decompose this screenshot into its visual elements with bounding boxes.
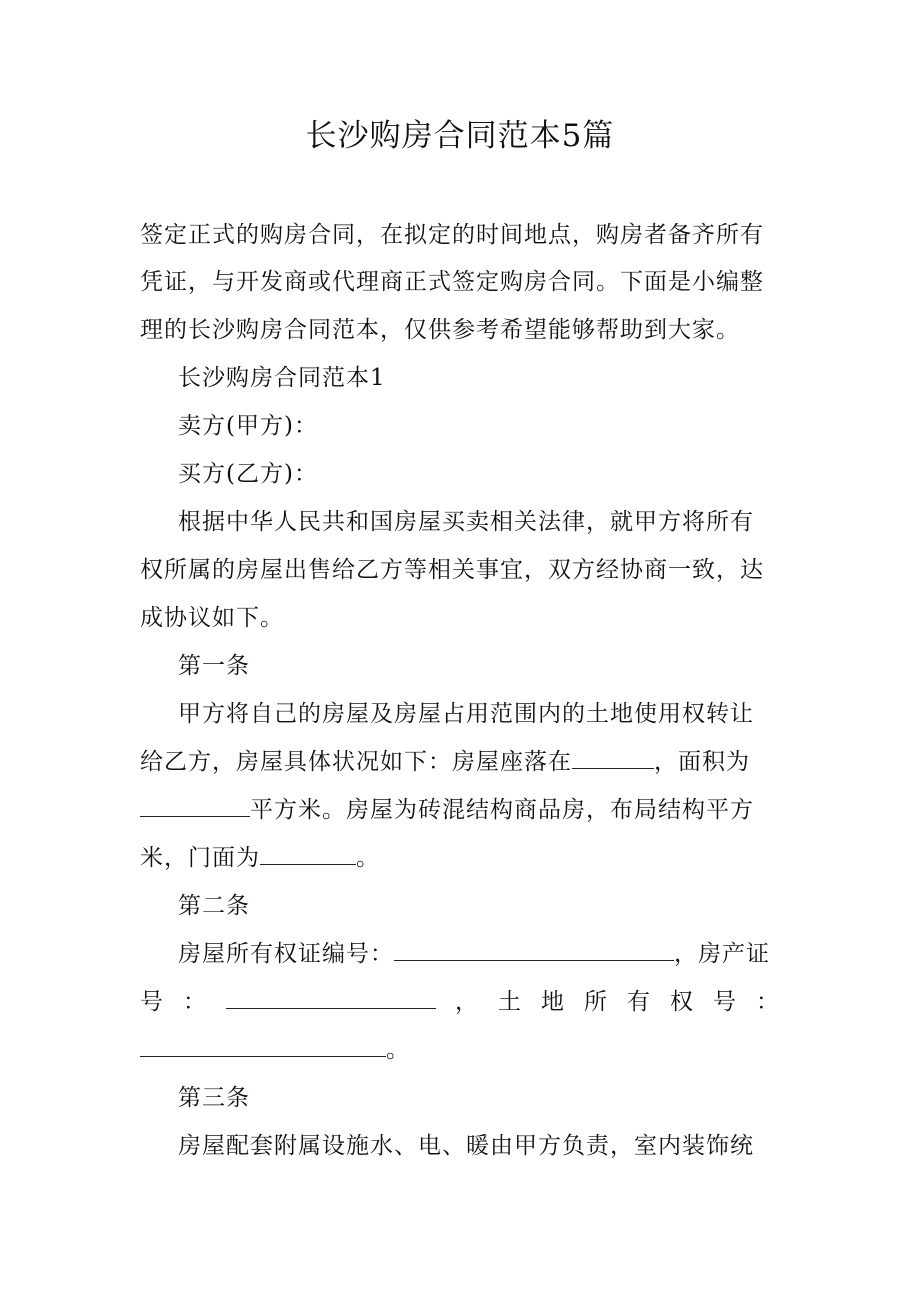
article1-line-3-text: 平方米。房屋为砖混结构商品房，布局结构平方 <box>250 797 754 823</box>
article1-heading: 第一条 <box>178 653 250 679</box>
article2-line-1-text-b: ，房产证 <box>674 941 770 967</box>
preamble-line-3: 成协议如下。 <box>140 605 284 631</box>
article2-char: ： <box>183 989 207 1015</box>
intro-line-3: 理的长沙购房合同范本，仅供参考希望能够帮助到大家。 <box>140 317 740 343</box>
preamble-line-1: 根据中华人民共和国房屋买卖相关法律，就甲方将所有 <box>178 509 754 535</box>
article2-heading: 第二条 <box>178 893 250 919</box>
article2-char: 号 <box>140 989 164 1015</box>
article2-line-3-text: 。 <box>386 1037 410 1063</box>
article2-char: ， <box>455 989 479 1015</box>
section-title: 长沙购房合同范本1 <box>178 365 386 391</box>
article3-heading: 第三条 <box>178 1085 250 1111</box>
article1-line-4-text-b: 。 <box>356 845 380 871</box>
article2-char: 有 <box>627 989 651 1015</box>
property-cert-blank <box>226 978 436 1009</box>
ownership-cert-blank <box>394 930 674 961</box>
article2-char: 地 <box>541 989 565 1015</box>
area-blank <box>140 786 250 817</box>
location-blank <box>572 738 654 769</box>
storefront-blank <box>260 834 356 865</box>
article1-line-2-text-b: ，面积为 <box>654 749 750 775</box>
article2-line-1-text-a: 房屋所有权证编号： <box>178 941 394 967</box>
intro-line-1: 签定正式的购房合同，在拟定的时间地点，购房者备齐所有 <box>140 222 764 248</box>
article2-char: ： <box>756 989 780 1015</box>
article1-line-4 <box>140 834 780 882</box>
article2-line-1 <box>178 930 780 978</box>
article1-line-3 <box>140 786 780 834</box>
article1-line-2-text-a: 给乙方，房屋具体状况如下：房屋座落在 <box>140 749 572 775</box>
article2-line-3 <box>140 1026 780 1074</box>
article1-line-2 <box>140 738 780 786</box>
article3-line-1: 房屋配套附属设施水、电、暖由甲方负责，室内装饰统 <box>178 1133 754 1159</box>
seller-line: 卖方(甲方)： <box>178 413 318 439</box>
buyer-line: 买方(乙方)： <box>178 461 318 487</box>
article2-char: 土 <box>498 989 522 1015</box>
intro-line-2: 凭证，与开发商或代理商正式签定购房合同。下面是小编整 <box>140 269 764 295</box>
article1-line-4-text-a: 米，门面为 <box>140 845 260 871</box>
document-title: 长沙购房合同范本5篇 <box>305 118 615 154</box>
preamble-line-2: 权所属的房屋出售给乙方等相关事宜，双方经协商一致，达 <box>140 557 764 583</box>
article2-line-2 <box>140 978 780 1026</box>
land-ownership-blank <box>140 1026 386 1057</box>
article2-char: 号 <box>713 989 737 1015</box>
article2-char: 所 <box>584 989 608 1015</box>
article2-char: 权 <box>670 989 694 1015</box>
article1-line-1: 甲方将自己的房屋及房屋占用范围内的土地使用权转让 <box>178 701 754 727</box>
